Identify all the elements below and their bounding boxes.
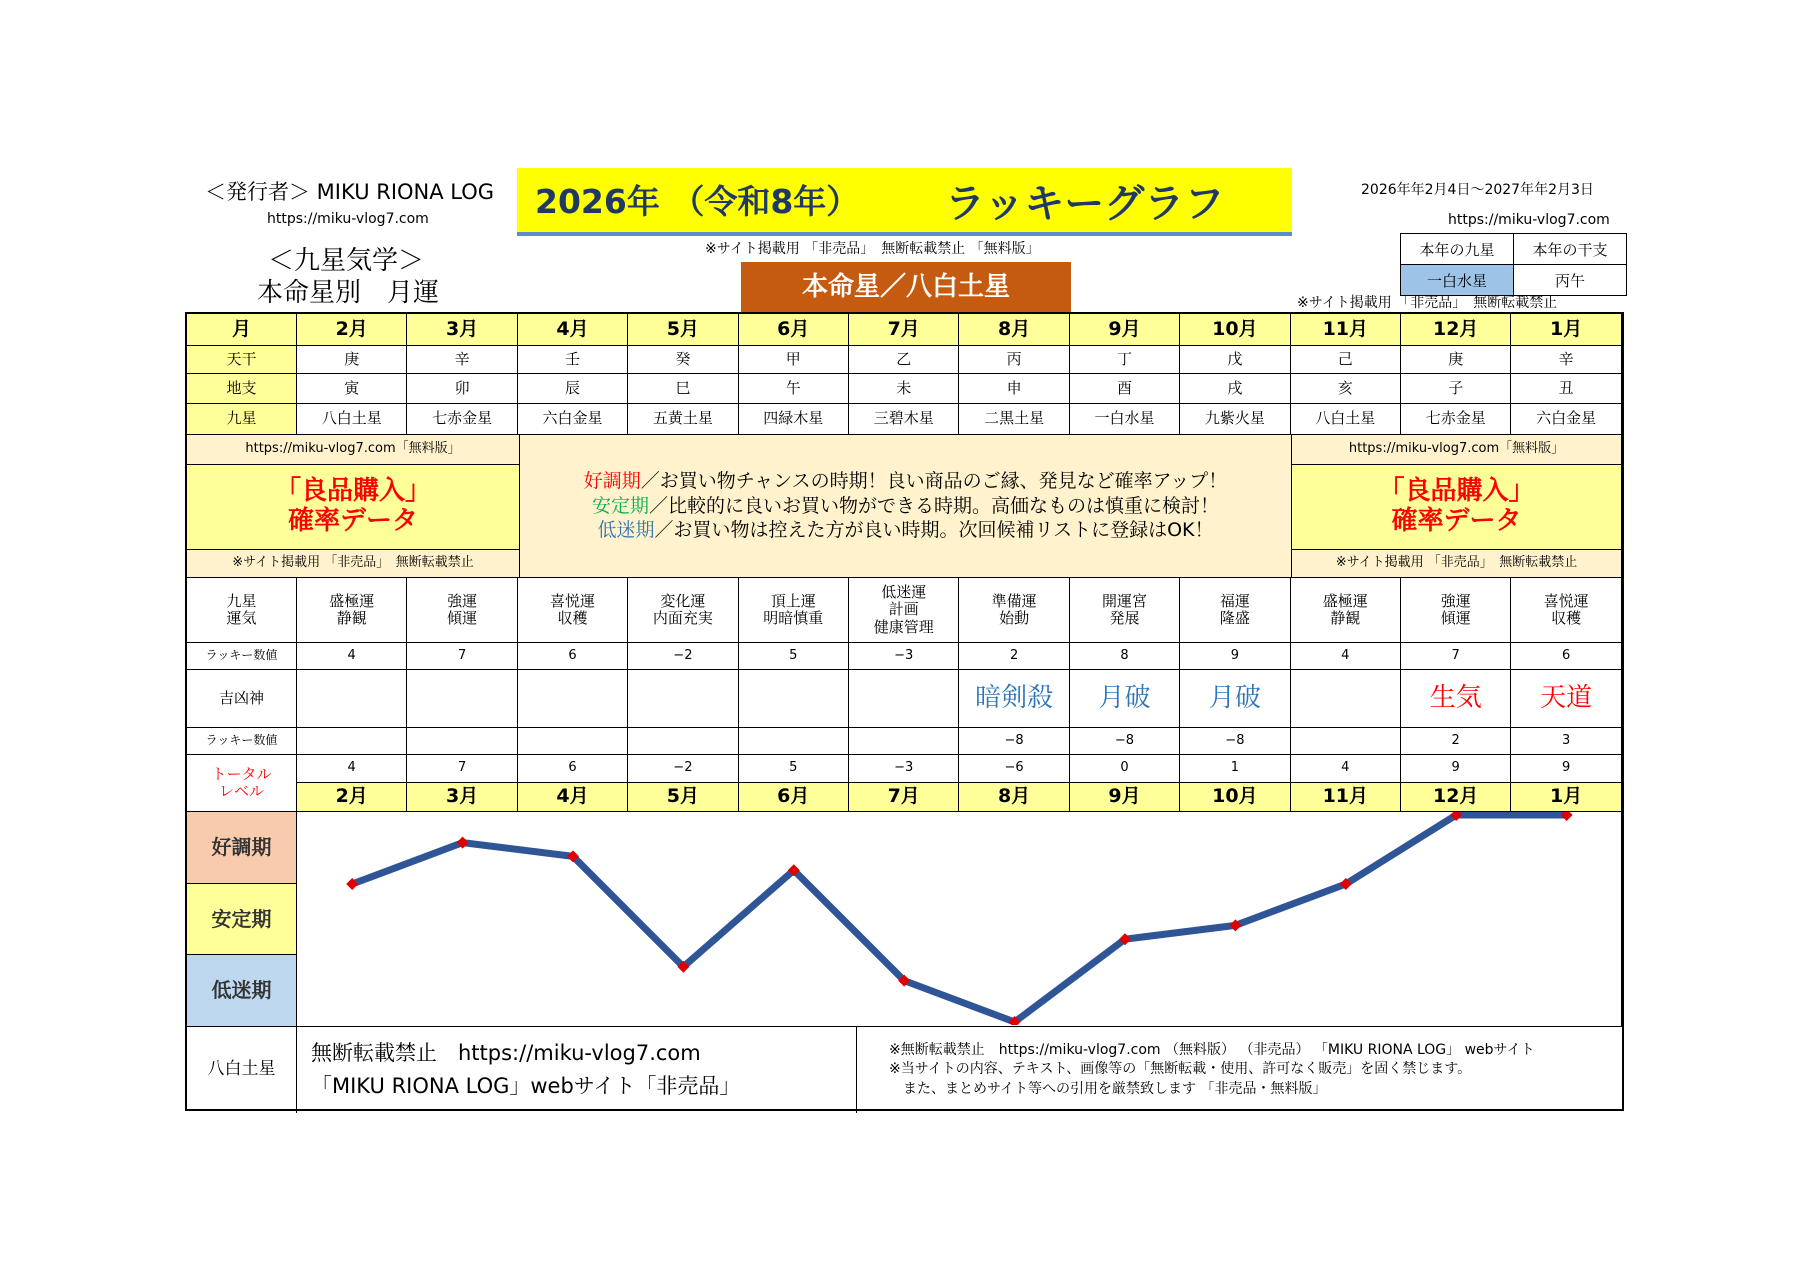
lucky2-cell: 3 <box>1511 728 1621 755</box>
month-cell: 11月 <box>1291 314 1401 346</box>
fortune-text: 静観 <box>1330 609 1361 627</box>
lucky2-cell: −8 <box>1070 728 1180 755</box>
kyusei-cell: 一白水星 <box>1070 404 1180 435</box>
footer-line1: 無断転載禁止 https://miku-vlog7.com <box>311 1041 701 1066</box>
footer-right <box>857 1027 1622 1113</box>
fortune-text: 始動 <box>999 609 1030 627</box>
year-eto-header: 本年の干支 <box>1514 234 1627 265</box>
subtitle-kyusei: ＜九星気学＞ <box>268 246 425 276</box>
fortune-text: 頂上運 <box>770 591 816 610</box>
left-banner <box>187 465 520 550</box>
fortune-text: 喜悦運 <box>1543 591 1589 610</box>
tenkan-cell: 戊 <box>1180 346 1290 374</box>
legend-stable: 安定期／比較的に良いお買い物ができる時期。高価なものは慎重に検討！ <box>591 494 1220 517</box>
right-banner-line1: 「良品購入」 <box>1378 476 1535 507</box>
fortune-text: 盛極運 <box>1322 591 1368 610</box>
footer-line2: 「MIKU RIONA LOG」webサイト「非売品」 <box>311 1074 741 1098</box>
total-label-1: トータル <box>211 764 272 783</box>
tenkan-cell: 庚 <box>1401 346 1511 374</box>
kyusei-cell: 六白金星 <box>518 404 628 435</box>
total-cell: −2 <box>628 755 738 783</box>
chishi-cell: 申 <box>959 374 1069 404</box>
fortune-text: 開運宮 <box>1101 591 1147 610</box>
month-cell: 7月 <box>849 314 959 346</box>
lucky-cell: 6 <box>1511 643 1621 670</box>
total-label-2: レベル <box>218 782 264 800</box>
row-label-lucky2: ラッキー数値 <box>187 728 297 755</box>
luck-line-chart <box>297 812 1620 1025</box>
tenkan-cell: 癸 <box>628 346 738 374</box>
lucky-cell: 2 <box>959 643 1069 670</box>
fortune-text: 喜悦運 <box>549 591 595 610</box>
row-label-kyusei: 九星 <box>187 404 297 435</box>
fortune-text: 明暗慎重 <box>763 609 824 627</box>
total-cell: 5 <box>739 755 849 783</box>
kikkyo-cell: 暗剣殺 <box>959 670 1069 728</box>
notice-center: ※サイト掲載用 「非売品」 無断転載禁止 「無料版」 <box>705 241 1040 257</box>
chart-area <box>297 812 1622 1027</box>
fortune-text: 隆盛 <box>1219 609 1250 627</box>
kikkyo-cell <box>518 670 628 728</box>
fortune-cell <box>297 578 407 643</box>
kyusei-cell: 四緑木星 <box>739 404 849 435</box>
month-footer-cell: 4月 <box>518 783 628 812</box>
kikkyo-cell: 生気 <box>1401 670 1511 728</box>
lucky-cell: 6 <box>518 643 628 670</box>
kikkyo-cell: 天道 <box>1511 670 1621 728</box>
fortune-cell <box>959 578 1069 643</box>
chishi-cell: 丑 <box>1511 374 1621 404</box>
fortune-text: 低迷運 <box>881 583 927 602</box>
period: 2026年年2月4日～2027年年2月3日 <box>1361 182 1594 198</box>
kyusei-cell: 五黄土星 <box>628 404 738 435</box>
total-cell: −3 <box>849 755 959 783</box>
month-footer-cell: 8月 <box>959 783 1069 812</box>
total-cell: 6 <box>518 755 628 783</box>
footer-note2: ※当サイトの内容、テキスト、画像等の「無断転載・使用、許可なく販売」を固く禁じます。 <box>889 1061 1472 1078</box>
kikkyo-cell <box>739 670 849 728</box>
tenkan-cell: 丁 <box>1070 346 1180 374</box>
chishi-cell: 子 <box>1401 374 1511 404</box>
left-banner-line2: 確率データ <box>287 506 418 536</box>
fortune-cell <box>1070 578 1180 643</box>
chishi-cell: 辰 <box>518 374 628 404</box>
kyusei-cell: 六白金星 <box>1511 404 1621 435</box>
tenkan-cell: 壬 <box>518 346 628 374</box>
chishi-cell: 卯 <box>407 374 517 404</box>
chishi-cell: 巳 <box>628 374 738 404</box>
kikkyo-cell: 月破 <box>1180 670 1290 728</box>
lucky-cell: 7 <box>1401 643 1511 670</box>
lucky2-cell <box>297 728 407 755</box>
month-footer-cell: 3月 <box>407 783 517 812</box>
fortune-cell <box>1511 578 1621 643</box>
legend-box <box>520 435 1292 578</box>
fortune-cell <box>407 578 517 643</box>
tenkan-cell: 乙 <box>849 346 959 374</box>
row-label-total <box>187 755 297 812</box>
lucky2-cell <box>518 728 628 755</box>
right-banner-line2: 確率データ <box>1391 506 1522 536</box>
month-cell: 8月 <box>959 314 1069 346</box>
lucky2-cell: 2 <box>1401 728 1511 755</box>
lucky-cell: −3 <box>849 643 959 670</box>
lucky2-cell <box>628 728 738 755</box>
footer-label: 八白土星 <box>187 1027 297 1113</box>
fortune-cell <box>1291 578 1401 643</box>
row-label-chishi: 地支 <box>187 374 297 404</box>
month-footer-cell: 7月 <box>849 783 959 812</box>
month-cell: 12月 <box>1401 314 1511 346</box>
month-footer-cell: 10月 <box>1180 783 1290 812</box>
tenkan-cell: 甲 <box>739 346 849 374</box>
lucky2-cell: −8 <box>959 728 1069 755</box>
fortune-label-2: 運気 <box>226 609 257 627</box>
year-star-value: 一白水星 <box>1401 265 1514 296</box>
fortune-cell <box>628 578 738 643</box>
total-cell: 1 <box>1180 755 1290 783</box>
url-tag-right: https://miku-vlog7.com「無料版」 <box>1292 435 1622 465</box>
fortune-cell <box>1401 578 1511 643</box>
fortune-label-1: 九星 <box>226 591 257 610</box>
band-label-low: 低迷期 <box>187 955 297 1027</box>
lucky2-cell <box>1291 728 1401 755</box>
publisher: ＜発行者＞ MIKU RIONA LOG <box>205 180 495 204</box>
total-cell: 4 <box>297 755 407 783</box>
month-cell: 10月 <box>1180 314 1290 346</box>
tenkan-cell: 丙 <box>959 346 1069 374</box>
footer-note3: また、まとめサイト等への引用を厳禁致します 「非売品・無料版」 <box>889 1080 1327 1097</box>
month-cell: 6月 <box>739 314 849 346</box>
kikkyo-cell <box>849 670 959 728</box>
lucky-cell: 5 <box>739 643 849 670</box>
month-cell: 2月 <box>297 314 407 346</box>
row-label-lucky: ラッキー数値 <box>187 643 297 670</box>
kyusei-cell: 七赤金星 <box>1401 404 1511 435</box>
title-name: ラッキーグラフ <box>945 181 1225 227</box>
month-footer-cell: 5月 <box>628 783 738 812</box>
month-footer-cell: 9月 <box>1070 783 1180 812</box>
total-cell: 4 <box>1291 755 1401 783</box>
year-star-header: 本年の九星 <box>1401 234 1514 265</box>
fortune-text: 収穫 <box>1551 609 1582 627</box>
fortune-text: 強運 <box>1440 591 1471 610</box>
title-banner <box>517 168 1292 236</box>
fortune-text: 変化運 <box>660 591 706 610</box>
footer-left <box>297 1027 857 1113</box>
lucky2-cell <box>407 728 517 755</box>
fortune-cell <box>518 578 628 643</box>
lucky-cell: 4 <box>297 643 407 670</box>
band-label-stable: 安定期 <box>187 884 297 955</box>
series-line <box>352 815 1566 1022</box>
month-cell: 9月 <box>1070 314 1180 346</box>
month-cell: 5月 <box>628 314 738 346</box>
kyusei-cell: 七赤金星 <box>407 404 517 435</box>
subtitle-getsuun: 本命星別 月運 <box>257 278 440 308</box>
month-cell: 3月 <box>407 314 517 346</box>
tenkan-cell: 己 <box>1291 346 1401 374</box>
chishi-cell: 亥 <box>1291 374 1401 404</box>
month-footer-cell: 2月 <box>297 783 407 812</box>
fortune-text: 準備運 <box>991 591 1037 610</box>
band-label-good: 好調期 <box>187 812 297 884</box>
month-cell: 4月 <box>518 314 628 346</box>
tenkan-cell: 庚 <box>297 346 407 374</box>
lucky-cell: 8 <box>1070 643 1180 670</box>
month-cell: 1月 <box>1511 314 1621 346</box>
lucky2-cell <box>739 728 849 755</box>
kyusei-cell: 二黒土星 <box>959 404 1069 435</box>
lucky-cell: 9 <box>1180 643 1290 670</box>
month-footer-cell: 11月 <box>1291 783 1401 812</box>
fortune-text: 強運 <box>447 591 478 610</box>
fortune-cell <box>1180 578 1290 643</box>
fortune-text: 傾運 <box>1440 609 1471 627</box>
row-label-kikkyo: 吉凶神 <box>187 670 297 728</box>
fortune-text: 盛極運 <box>329 591 375 610</box>
fortune-text: 傾運 <box>447 609 478 627</box>
fortune-text: 計画 <box>888 600 919 619</box>
title-year: 2026年 （令和8年） <box>535 182 860 221</box>
year-info-table <box>1400 233 1627 296</box>
main-table <box>185 312 1624 1111</box>
chishi-cell: 寅 <box>297 374 407 404</box>
url-right[interactable]: https://miku-vlog7.com <box>1448 212 1610 228</box>
kikkyo-cell <box>1291 670 1401 728</box>
total-cell: 9 <box>1511 755 1621 783</box>
kyusei-cell: 九紫火星 <box>1180 404 1290 435</box>
month-footer-cell: 1月 <box>1511 783 1621 812</box>
lucky2-cell <box>849 728 959 755</box>
left-banner-line1: 「良品購入」 <box>274 476 431 507</box>
total-cell: 7 <box>407 755 517 783</box>
lucky-cell: 4 <box>1291 643 1401 670</box>
fortune-text: 静観 <box>336 609 367 627</box>
fortune-text: 健康管理 <box>873 617 934 636</box>
chishi-cell: 未 <box>849 374 959 404</box>
kikkyo-cell: 月破 <box>1070 670 1180 728</box>
row-label-tenkan: 天干 <box>187 346 297 374</box>
fortune-cell <box>739 578 849 643</box>
fortune-cell <box>849 578 959 643</box>
year-eto-value: 丙午 <box>1514 265 1627 296</box>
url-tag-left: https://miku-vlog7.com「無料版」 <box>187 435 520 465</box>
tenkan-cell: 辛 <box>1511 346 1621 374</box>
chishi-cell: 酉 <box>1070 374 1180 404</box>
kyusei-cell: 八白土星 <box>1291 404 1401 435</box>
fortune-text: 収穫 <box>557 609 588 627</box>
right-banner <box>1292 465 1622 550</box>
honmeisei-badge: 本命星／八白土星 <box>741 262 1071 315</box>
footer-note1: ※無断転載禁止 https://miku-vlog7.com （無料版） （非売品） 「MIKU RIONA LOG」 webサイト <box>889 1041 1535 1058</box>
notice-right: ※サイト掲載用 「非売品」 無断転載禁止 <box>1297 295 1558 311</box>
kyusei-cell: 三碧木星 <box>849 404 959 435</box>
kikkyo-cell <box>628 670 738 728</box>
kikkyo-cell <box>407 670 517 728</box>
lucky-cell: −2 <box>628 643 738 670</box>
notice-left-band: ※サイト掲載用 「非売品」 無断転載禁止 <box>187 550 520 578</box>
row-label-fortune <box>187 578 297 643</box>
total-cell: −6 <box>959 755 1069 783</box>
row-label-month: 月 <box>187 314 297 346</box>
fortune-text: 福運 <box>1219 591 1250 610</box>
kikkyo-cell <box>297 670 407 728</box>
notice-right-band: ※サイト掲載用 「非売品」 無断転載禁止 <box>1292 550 1622 578</box>
tenkan-cell: 辛 <box>407 346 517 374</box>
data-point-11 <box>1561 812 1573 821</box>
kyusei-cell: 八白土星 <box>297 404 407 435</box>
month-footer-cell: 6月 <box>739 783 849 812</box>
lucky-cell: 7 <box>407 643 517 670</box>
fortune-text: 内面充実 <box>652 609 713 627</box>
total-cell: 9 <box>1401 755 1511 783</box>
legend-low: 低迷期／お買い物は控えた方が良い時期。次回候補リストに登録はOK！ <box>597 519 1214 542</box>
legend-good: 好調期／お買い物チャンスの時期！良い商品のご縁、発見など確率アップ！ <box>583 469 1228 492</box>
total-cell: 0 <box>1070 755 1180 783</box>
url-left[interactable]: https://miku-vlog7.com <box>267 211 429 227</box>
chishi-cell: 午 <box>739 374 849 404</box>
month-footer-cell: 12月 <box>1401 783 1511 812</box>
lucky2-cell: −8 <box>1180 728 1290 755</box>
chishi-cell: 戌 <box>1180 374 1290 404</box>
fortune-text: 発展 <box>1109 609 1140 627</box>
